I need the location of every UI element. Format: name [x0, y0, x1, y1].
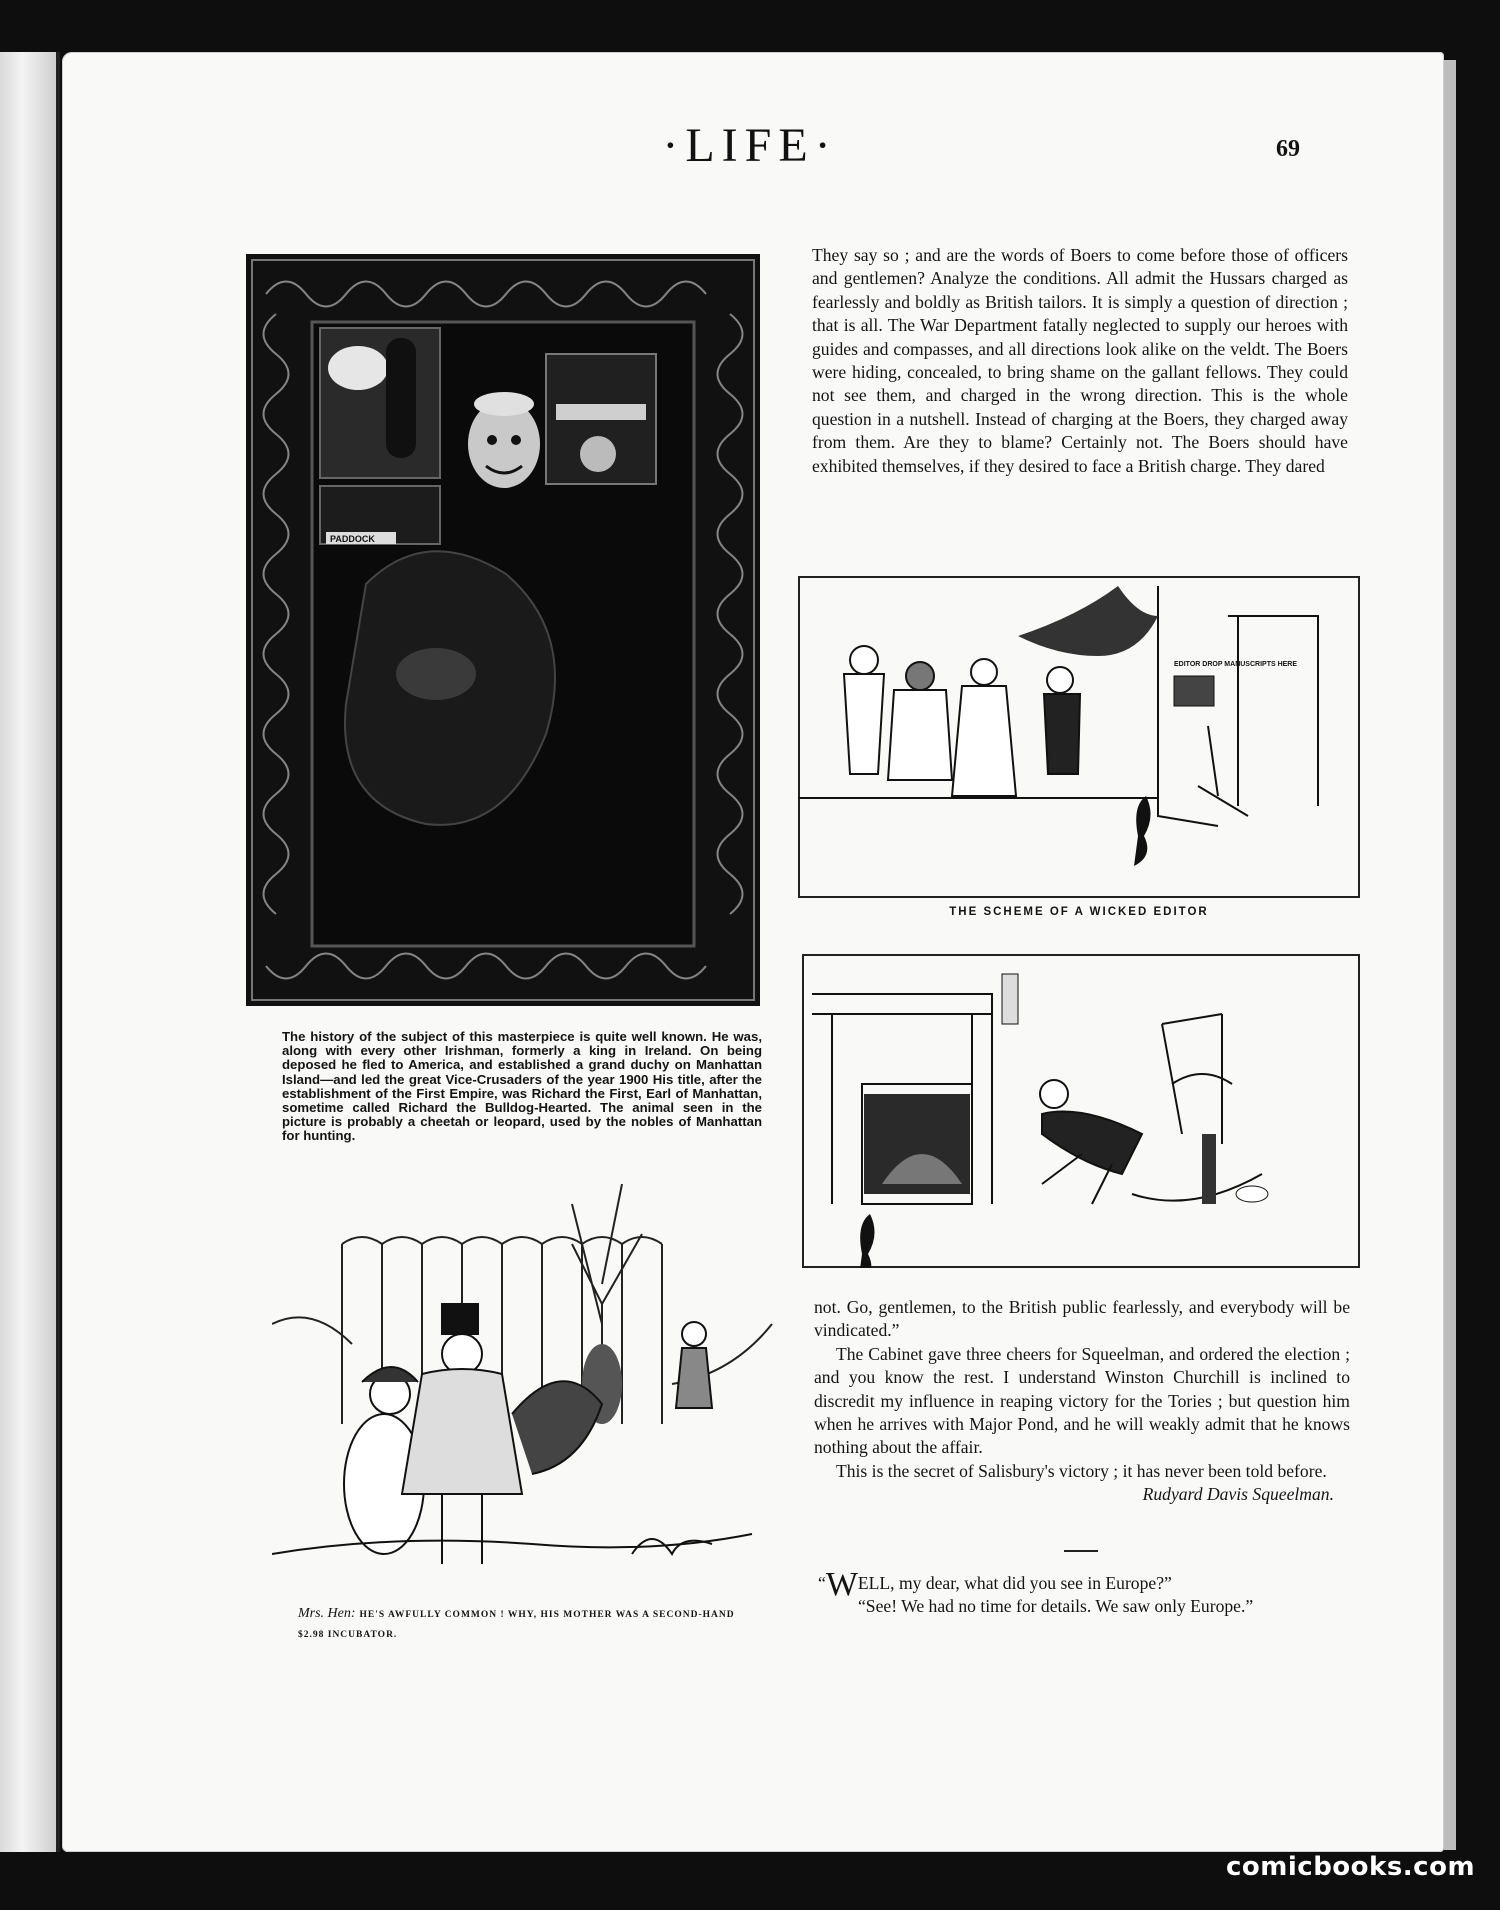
watermark: comicbooks.com: [1226, 1852, 1476, 1882]
paddock-sign-text: PADDOCK: [330, 534, 375, 544]
joke-first-line: ELL, my dear, what did you see in Europe?”: [857, 1573, 1172, 1593]
joke-reply: “See! We had no time for details. We saw only Europe.”: [858, 1596, 1254, 1617]
article-column-top: [812, 244, 1348, 478]
joke-line-one: [818, 1566, 1350, 1603]
section-divider: [1064, 1550, 1098, 1552]
page-right-edge: [1444, 60, 1456, 1850]
masterpiece-caption: The history of the subject of this masterpiece is quite well known. He was, along with every other Irishman, formerly a king in Ireland. On being deposed he fled to America, and established a grand duchy on Manhattan Island—and led the great Vice-Crusaders of the year 1900 His title, after the establishment of the First Empire, was Richard the First, Earl of Manhattan, sometime called Richard the Bulldog-Hearted. The animal seen in the picture is probably a cheetah or leopard, used by the nobles of Manhattan for hunting.: [282, 1029, 762, 1144]
article-paragraph-cabinet: The Cabinet gave three cheers for Squeelman, and ordered the election ; and you know the rest. I understand Winston Churchill is inclined to discredit my influence in reaping victory for the Tories ; but question him when he arrives with Major Pond, and he will weakly admit that he knows nothing about the affair.: [814, 1343, 1350, 1458]
article-signature-line: [814, 1483, 1350, 1506]
book-spine-left: [0, 52, 60, 1852]
joke-dropcap: W: [825, 1566, 858, 1603]
masthead-title: ·LIFE·: [662, 119, 838, 172]
wicked-editor-illustration: [798, 576, 1360, 898]
hen-quote: HE'S AWFULLY COMMON ! WHY, HIS MOTHER WAS A SECOND-HAND $2.98 INCUBATOR.: [298, 1610, 735, 1640]
editor-sign-text: EDITOR DROP MANUSCRIPTS HERE: [1174, 661, 1298, 668]
onlooker-figure: [676, 1322, 712, 1408]
article-secret-text: This is the secret of Salisbury's victory ; it has never been told before.: [836, 1460, 1327, 1481]
europe-joke: [818, 1566, 1350, 1619]
article-paragraph-top: They say so ; and are the words of Boers to come before those of officers and gentlemen? Analyze the conditions. All admit the Hussars charged as fearlessly and boldly as British tailors. It is simply a question of direction ; that is all. The War Department fatally neglected to supply our heroes with guides and compasses, and all directions look alike on the veldt. The Boers were hiding, concealed, to bring shame on the gallant fellows. They could not see them, and charged in the wrong direction. This is the whole question in a nutshell. Instead of charging at the Boers, they charged away from them. Are they to blame? Certainly not. The Boers should have exhibited themselves, if they desired to face a British charge. They dared: [812, 245, 1348, 476]
hen-cartoon-caption: [298, 1604, 760, 1644]
article-paragraph-continued: not. Go, gentlemen, to the British public fearlessly, and everybody will be vindicated.”: [814, 1297, 1350, 1341]
joke-open-quote: “: [818, 1573, 826, 1593]
page-number: 69: [1276, 136, 1300, 162]
masterpiece-illustration: [246, 254, 760, 1006]
wicked-editor-caption: THE SCHEME OF A WICKED EDITOR: [949, 906, 1209, 918]
article-signature: Rudyard Davis Squeelman.: [1142, 1484, 1334, 1505]
hen-cartoon-illustration: [272, 1184, 778, 1578]
hen-speaker: Mrs. Hen:: [298, 1606, 356, 1621]
fireplace-illustration: [802, 954, 1360, 1268]
article-paragraph-secret: [814, 1460, 1350, 1483]
article-column-bottom: [814, 1296, 1350, 1507]
